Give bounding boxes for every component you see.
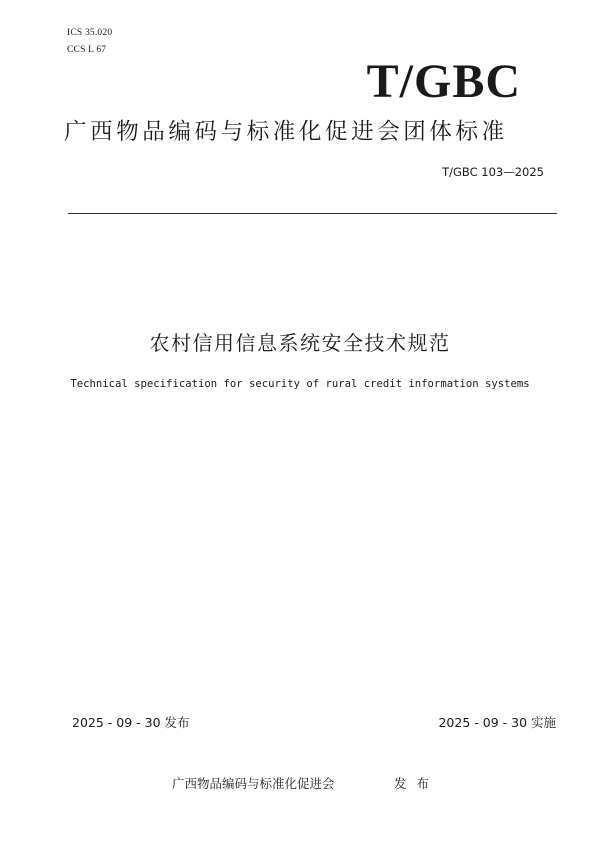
ccs-code: CCS L 67 bbox=[67, 45, 107, 55]
issue-date: 2025 - 09 - 30 发布 bbox=[72, 715, 190, 730]
publisher-name: 广西物品编码与标准化促进会 bbox=[172, 776, 335, 791]
publish-label: 发布 bbox=[394, 776, 440, 791]
organization-heading: 广西物品编码与标准化促进会团体标准 bbox=[64, 119, 508, 145]
header-divider bbox=[68, 213, 557, 214]
standard-number: T/GBC 103—2025 bbox=[442, 165, 544, 179]
document-title-chinese: 农村信用信息系统安全技术规范 bbox=[149, 331, 451, 355]
standard-logo: T/GBC bbox=[366, 55, 521, 108]
implementation-date: 2025 - 09 - 30 实施 bbox=[438, 715, 556, 730]
document-title-english: Technical specification for security of rural credit information systems bbox=[70, 378, 530, 390]
ics-code: ICS 35.020 bbox=[67, 28, 113, 38]
